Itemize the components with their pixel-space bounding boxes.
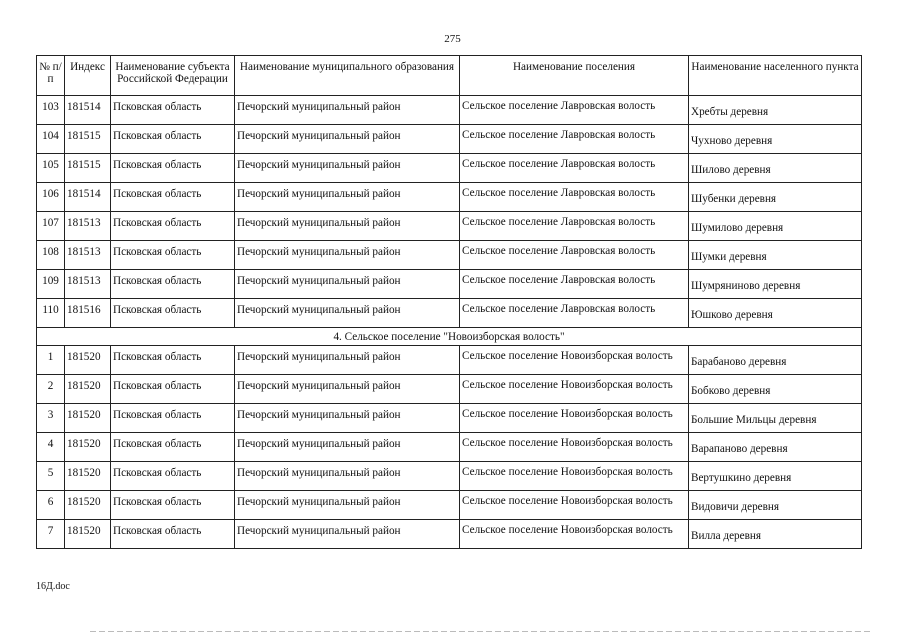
municipality-name: Печорский муниципальный район [235, 241, 460, 270]
postal-index: 181515 [65, 125, 111, 154]
subject-name: Псковская область [111, 154, 235, 183]
locality-name: Вилла деревня [689, 520, 862, 549]
municipality-name: Печорский муниципальный район [235, 520, 460, 549]
row-number: 1 [37, 346, 65, 375]
postal-index: 181514 [65, 96, 111, 125]
settlement-name: Сельское поселение Лавровская волость [460, 299, 689, 328]
header-subject: Наименование субъекта Российской Федерации [111, 56, 235, 96]
subject-name: Псковская область [111, 270, 235, 299]
locality-name: Шумки деревня [689, 241, 862, 270]
row-number: 7 [37, 520, 65, 549]
row-number: 4 [37, 433, 65, 462]
scan-artifact-line [90, 631, 870, 632]
locality-name: Вертушкино деревня [689, 462, 862, 491]
municipality-name: Печорский муниципальный район [235, 125, 460, 154]
row-number: 105 [37, 154, 65, 183]
settlement-name: Сельское поселение Лавровская волость [460, 125, 689, 154]
municipality-name: Печорский муниципальный район [235, 491, 460, 520]
row-number: 107 [37, 212, 65, 241]
row-number: 110 [37, 299, 65, 328]
section-title: 4. Сельское поселение "Новоизборская волость" [37, 328, 862, 346]
table-row [37, 183, 862, 212]
municipality-name: Печорский муниципальный район [235, 270, 460, 299]
settlement-name: Сельское поселение Лавровская волость [460, 241, 689, 270]
subject-name: Псковская область [111, 491, 235, 520]
postal-index: 181513 [65, 241, 111, 270]
row-number: 108 [37, 241, 65, 270]
header-num: № п/п [37, 56, 65, 96]
locality-name: Шилово деревня [689, 154, 862, 183]
municipality-name: Печорский муниципальный район [235, 346, 460, 375]
row-number: 6 [37, 491, 65, 520]
subject-name: Псковская область [111, 520, 235, 549]
settlement-name: Сельское поселение Лавровская волость [460, 270, 689, 299]
municipality-name: Печорский муниципальный район [235, 462, 460, 491]
section-row [37, 328, 862, 346]
municipality-name: Печорский муниципальный район [235, 183, 460, 212]
table-row [37, 270, 862, 299]
settlement-name: Сельское поселение Лавровская волость [460, 212, 689, 241]
postal-index: 181513 [65, 270, 111, 299]
subject-name: Псковская область [111, 433, 235, 462]
settlement-name: Сельское поселение Новоизборская волость [460, 404, 689, 433]
settlement-name: Сельское поселение Новоизборская волость [460, 375, 689, 404]
table-row [37, 346, 862, 375]
municipality-name: Печорский муниципальный район [235, 433, 460, 462]
row-number: 109 [37, 270, 65, 299]
locality-name: Шумряниново деревня [689, 270, 862, 299]
postal-index: 181520 [65, 433, 111, 462]
subject-name: Псковская область [111, 404, 235, 433]
postal-index: 181520 [65, 520, 111, 549]
row-number: 104 [37, 125, 65, 154]
header-locality: Наименование населенного пункта [689, 56, 862, 96]
footer-filename: 16Д.doc [36, 581, 70, 592]
settlement-name: Сельское поселение Новоизборская волость [460, 491, 689, 520]
locality-name: Шубенки деревня [689, 183, 862, 212]
table-row [37, 433, 862, 462]
settlement-name: Сельское поселение Новоизборская волость [460, 433, 689, 462]
locality-name: Бобково деревня [689, 375, 862, 404]
table-body-novoizborskaya [37, 346, 862, 549]
header-municipality: Наименование муниципального образования [235, 56, 460, 96]
locality-name: Юшково деревня [689, 299, 862, 328]
table-row [37, 212, 862, 241]
table-body-lavrovskaya [37, 96, 862, 328]
settlement-name: Сельское поселение Новоизборская волость [460, 462, 689, 491]
postal-index: 181520 [65, 346, 111, 375]
postal-index: 181520 [65, 404, 111, 433]
table-row [37, 491, 862, 520]
header-index: Индекс [65, 56, 111, 96]
subject-name: Псковская область [111, 462, 235, 491]
table-row [37, 462, 862, 491]
table-row [37, 96, 862, 125]
municipality-name: Печорский муниципальный район [235, 212, 460, 241]
settlement-name: Сельское поселение Новоизборская волость [460, 346, 689, 375]
row-number: 106 [37, 183, 65, 212]
municipality-name: Печорский муниципальный район [235, 404, 460, 433]
table-row [37, 125, 862, 154]
subject-name: Псковская область [111, 96, 235, 125]
subject-name: Псковская область [111, 183, 235, 212]
postal-index: 181520 [65, 375, 111, 404]
postal-index: 181516 [65, 299, 111, 328]
table-row [37, 520, 862, 549]
settlement-name: Сельское поселение Лавровская волость [460, 154, 689, 183]
row-number: 3 [37, 404, 65, 433]
locality-name: Видовичи деревня [689, 491, 862, 520]
locality-name: Большие Мильцы деревня [689, 404, 862, 433]
table-row [37, 154, 862, 183]
header-settlement: Наименование поселения [460, 56, 689, 96]
table-row [37, 375, 862, 404]
locality-name: Барабаново деревня [689, 346, 862, 375]
municipality-name: Печорский муниципальный район [235, 154, 460, 183]
subject-name: Псковская область [111, 299, 235, 328]
municipality-name: Печорский муниципальный район [235, 299, 460, 328]
settlement-name: Сельское поселение Новоизборская волость [460, 520, 689, 549]
postal-index: 181520 [65, 491, 111, 520]
locality-name: Хребты деревня [689, 96, 862, 125]
table-row [37, 404, 862, 433]
settlement-name: Сельское поселение Лавровская волость [460, 96, 689, 125]
section-header-body [37, 328, 862, 346]
subject-name: Псковская область [111, 125, 235, 154]
postal-index: 181514 [65, 183, 111, 212]
postal-index: 181513 [65, 212, 111, 241]
table-header-row [37, 56, 862, 96]
subject-name: Псковская область [111, 212, 235, 241]
postal-index: 181520 [65, 462, 111, 491]
locality-name: Чухново деревня [689, 125, 862, 154]
table-row [37, 241, 862, 270]
table-row [37, 299, 862, 328]
page-number: 275 [444, 33, 461, 45]
row-number: 2 [37, 375, 65, 404]
subject-name: Псковская область [111, 375, 235, 404]
subject-name: Псковская область [111, 241, 235, 270]
municipality-name: Печорский муниципальный район [235, 96, 460, 125]
settlements-table [36, 55, 862, 549]
municipality-name: Печорский муниципальный район [235, 375, 460, 404]
row-number: 103 [37, 96, 65, 125]
locality-name: Варапаново деревня [689, 433, 862, 462]
settlement-name: Сельское поселение Лавровская волость [460, 183, 689, 212]
postal-index: 181515 [65, 154, 111, 183]
row-number: 5 [37, 462, 65, 491]
subject-name: Псковская область [111, 346, 235, 375]
locality-name: Шумилово деревня [689, 212, 862, 241]
